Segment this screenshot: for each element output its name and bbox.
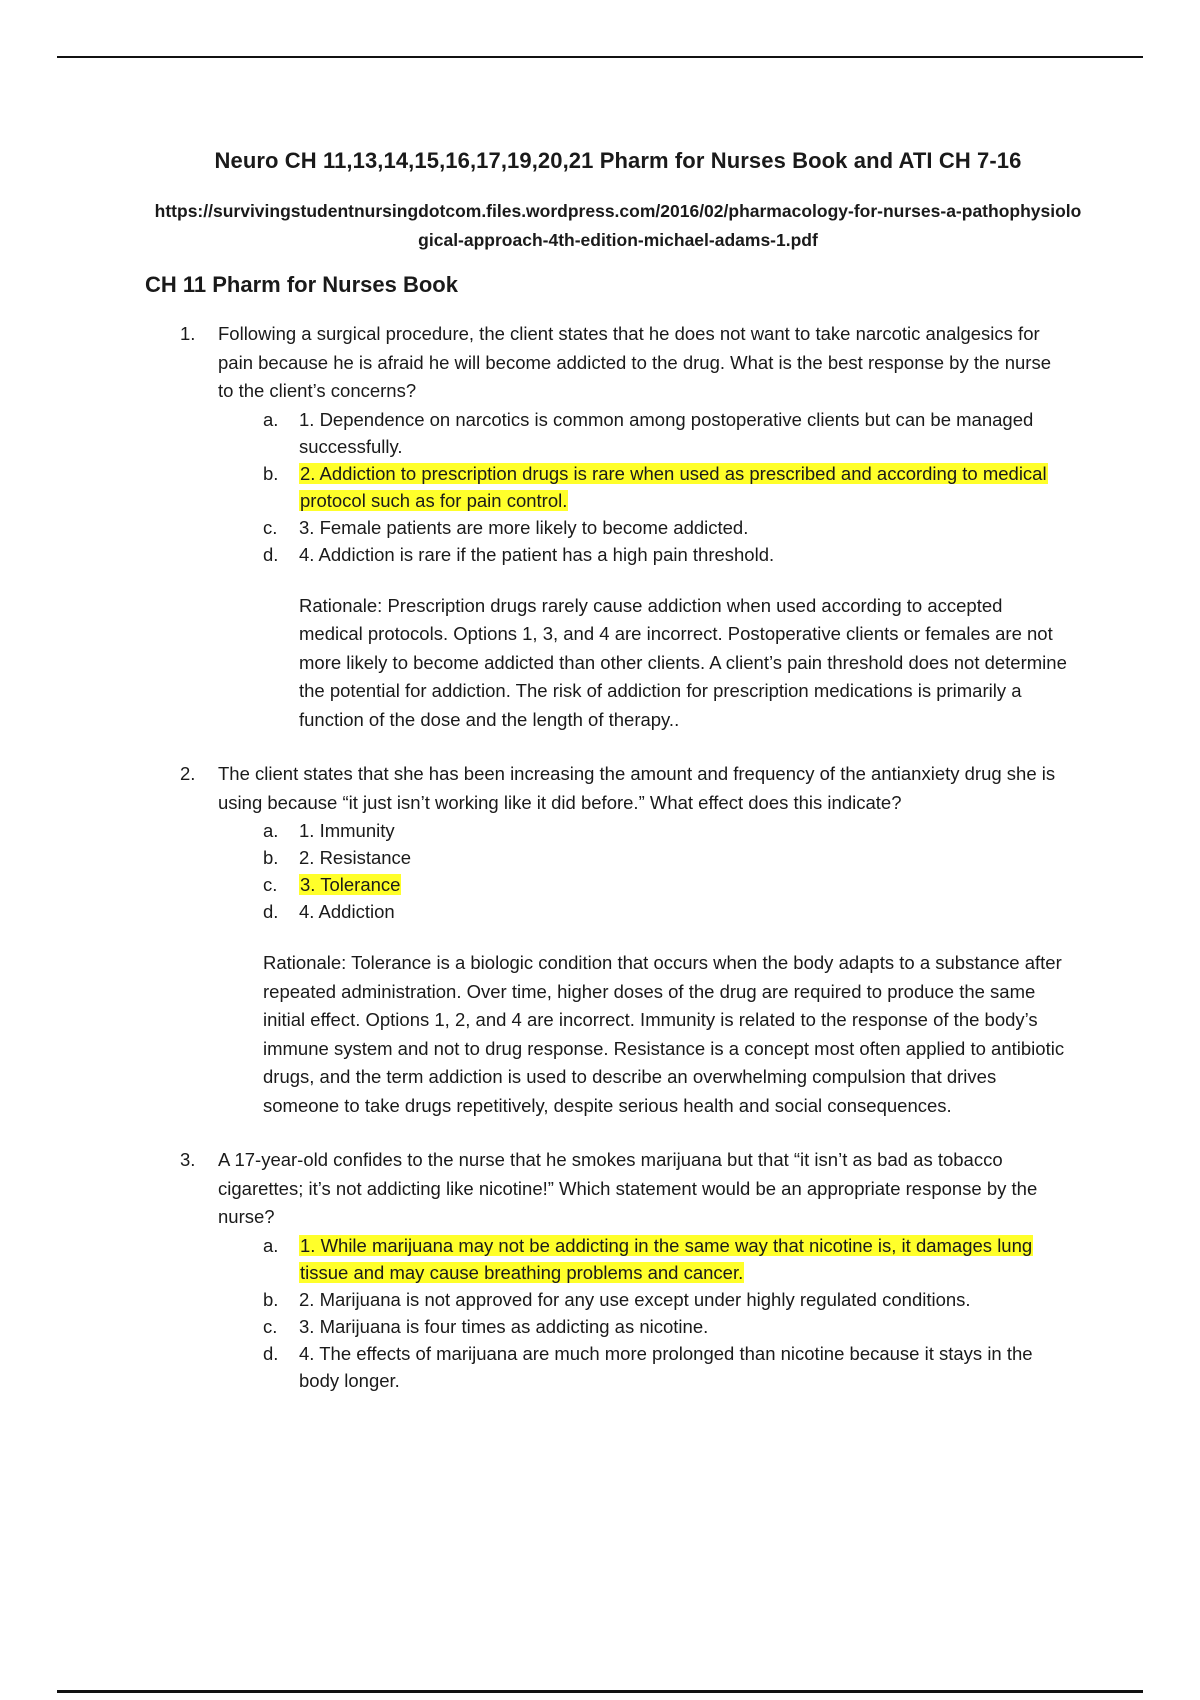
option-text: 2. Marijuana is not approved for any use except under highly regulated conditions. <box>299 1288 971 1310</box>
rationale: Rationale: Prescription drugs rarely cause addiction when used according to accepted medical protocols. Options 1, 3, and 4 are incorrect. Postoperative clients or females are not more likely to become addicted than other clients. A client’s pain threshold does not determine the potential for addiction. The risk of addiction for prescription medications is primarily a function of the dose and the length of therapy.. <box>299 594 1067 730</box>
option-letter: c. <box>263 874 278 895</box>
option-b <box>180 460 1080 514</box>
question-3 <box>180 1146 1080 1394</box>
option-text: 4. Addiction <box>299 901 395 922</box>
option-list <box>180 1232 1080 1394</box>
question-number: 1. <box>180 323 196 344</box>
bottom-rule <box>57 1690 1143 1693</box>
document-title: Neuro CH 11,13,14,15,16,17,19,20,21 Pharm for Nurses Book and ATI CH 7-16 <box>214 148 1022 173</box>
option-letter: a. <box>263 1234 279 1256</box>
option-text: 2. Resistance <box>299 847 412 868</box>
option-d <box>180 541 1080 568</box>
question-2 <box>180 760 1080 1120</box>
option-letter: d. <box>263 901 279 922</box>
option-c <box>180 871 1080 898</box>
question-number: 2. <box>180 763 196 784</box>
option-letter: a. <box>263 408 279 430</box>
highlighted-answer: 3. Tolerance <box>300 874 401 895</box>
question-list <box>180 320 1080 1420</box>
highlighted-answer: 2. Addiction to prescription drugs is rare when used as prescribed and according to medical protocol such as for pain control. <box>300 462 1047 511</box>
option-a <box>180 406 1080 460</box>
option-c <box>180 514 1080 541</box>
option-text: 4. The effects of marijuana are much more prolonged than nicotine because it stays in the body longer. <box>299 1342 1033 1391</box>
option-c <box>180 1313 1080 1340</box>
option-letter: b. <box>263 847 279 868</box>
option-text: 3. Marijuana is four times as addicting as nicotine. <box>299 1315 709 1337</box>
option-letter: b. <box>263 1288 279 1310</box>
option-letter: d. <box>263 1342 279 1364</box>
option-text: 1. Dependence on narcotics is common among postoperative clients but can be managed successfully. <box>299 408 1034 457</box>
highlighted-answer: 1. While marijuana may not be addicting in the same way that nicotine is, it damages lung tissue and may cause breathing problems and cancer. <box>300 1234 1033 1283</box>
option-a <box>180 1232 1080 1286</box>
option-text: 1. Immunity <box>299 820 395 841</box>
option-a <box>180 817 1080 844</box>
source-url: https://survivingstudentnursingdotcom.files.wordpress.com/2016/02/pharmacology-for-nurses-a-pathophysiological-approach-4th-edition-michael-adams-1.pdf <box>154 201 1082 250</box>
option-letter: c. <box>263 516 278 538</box>
option-text: 4. Addiction is rare if the patient has a high pain threshold. <box>299 543 775 565</box>
question-stem: Following a surgical procedure, the client states that he does not want to take narcotic analgesics for pain because he is afraid he will become addicted to the drug. What is the best response by the nurse to the client’s concerns? <box>218 323 1051 401</box>
option-letter: a. <box>263 820 279 841</box>
option-letter: d. <box>263 543 279 565</box>
option-list <box>180 817 1080 925</box>
option-list <box>180 406 1080 568</box>
option-text: 3. Female patients are more likely to become addicted. <box>299 516 749 538</box>
question-number: 3. <box>180 1149 196 1170</box>
option-b <box>180 844 1080 871</box>
option-d <box>180 1340 1080 1394</box>
option-d <box>180 898 1080 925</box>
option-b <box>180 1286 1080 1313</box>
rationale: Rationale: Tolerance is a biologic condition that occurs when the body adapts to a substance after repeated administration. Over time, higher doses of the drug are required to produce the same initial effect. Options 1, 2, and 4 are incorrect. Immunity is related to the response of the body’s immune system and not to drug response. Resistance is a concept most often applied to antibiotic drugs, and the term addiction is used to describe an overwhelming compulsion that drives someone to take drugs repetitively, despite serious health and social consequences. <box>263 952 1065 1116</box>
option-letter: c. <box>263 1315 278 1337</box>
question-stem: The client states that she has been increasing the amount and frequency of the antianxiety drug she is using because “it just isn’t working like it did before.” What effect does this indicate? <box>218 763 1056 813</box>
question-1 <box>180 320 1080 734</box>
section-heading: CH 11 Pharm for Nurses Book <box>145 272 458 297</box>
question-stem: A 17-year-old confides to the nurse that he smokes marijuana but that “it isn’t as bad as tobacco cigarettes; it’s not addicting like nicotine!” Which statement would be an appropriate response by the nurse? <box>218 1149 1038 1227</box>
top-rule <box>57 56 1143 58</box>
option-letter: b. <box>263 462 279 484</box>
